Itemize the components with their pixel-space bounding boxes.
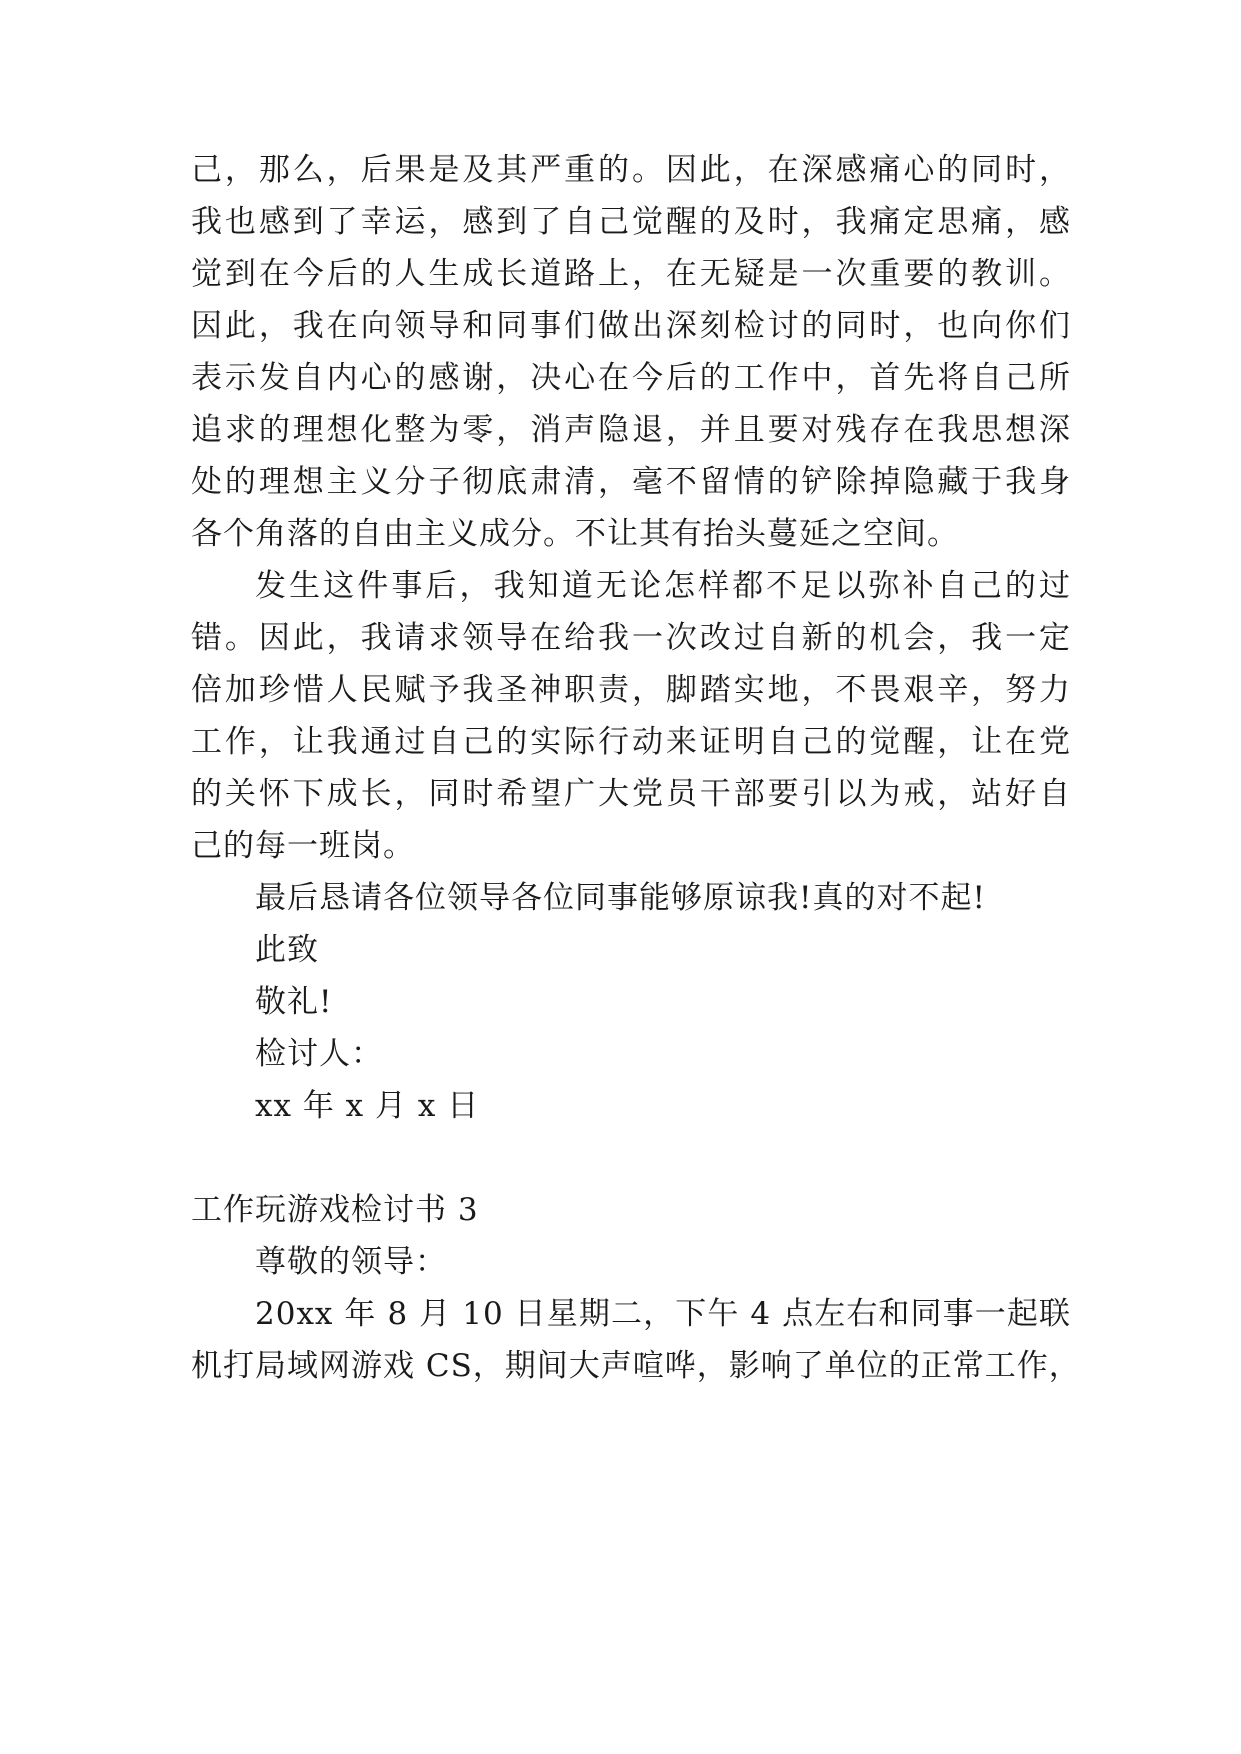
paragraph-first-line: 发生这件事后，我知道无论怎样都不足以弥补自己的过 bbox=[255, 568, 1071, 604]
signature-label: 检讨人： bbox=[255, 1036, 383, 1072]
body-line: 己的每一班岗。 bbox=[191, 828, 415, 864]
salutation-cizhi: 此致 bbox=[255, 932, 319, 968]
apology-line: 最后恳请各位领导各位同事能够原谅我!真的对不起! bbox=[255, 880, 986, 916]
body-line: 觉到在今后的人生成长道路上，在无疑是一次重要的教训。 bbox=[191, 256, 1071, 292]
body-line: 因此，我在向领导和同事们做出深刻检讨的同时，也向你们 bbox=[191, 308, 1071, 344]
paragraph-first-line: 20xx 年 8 月 10 日星期二，下午 4 点左右和同事一起联 bbox=[255, 1296, 1071, 1332]
body-line: 错。因此，我请求领导在给我一次改过自新的机会，我一定 bbox=[191, 620, 1071, 656]
body-line: 机打局域网游戏 CS，期间大声喧哗，影响了单位的正常工作， bbox=[191, 1348, 1081, 1384]
body-line: 的关怀下成长，同时希望广大党员干部要引以为戒，站好自 bbox=[191, 776, 1071, 812]
body-line: 表示发自内心的感谢，决心在今后的工作中，首先将自己所 bbox=[191, 360, 1071, 396]
date-line: xx 年 x 月 x 日 bbox=[255, 1088, 480, 1124]
body-line: 各个角落的自由主义成分。不让其有抬头蔓延之空间。 bbox=[191, 516, 959, 552]
body-line: 我也感到了幸运，感到了自己觉醒的及时，我痛定思痛，感 bbox=[191, 204, 1071, 240]
body-line: 处的理想主义分子彻底肃清，毫不留情的铲除掉隐藏于我身 bbox=[191, 464, 1071, 500]
body-line: 倍加珍惜人民赋予我圣神职责，脚踏实地，不畏艰辛，努力 bbox=[191, 672, 1071, 708]
body-line: 工作，让我通过自己的实际行动来证明自己的觉醒，让在党 bbox=[191, 724, 1071, 760]
body-line: 追求的理想化整为零，消声隐退，并且要对残存在我思想深 bbox=[191, 412, 1071, 448]
greeting-line: 尊敬的领导： bbox=[255, 1244, 447, 1280]
section-title: 工作玩游戏检讨书 3 bbox=[191, 1192, 479, 1228]
salutation-jingli: 敬礼! bbox=[255, 984, 333, 1020]
body-line: 己，那么，后果是及其严重的。因此，在深感痛心的同时， bbox=[191, 152, 1071, 188]
